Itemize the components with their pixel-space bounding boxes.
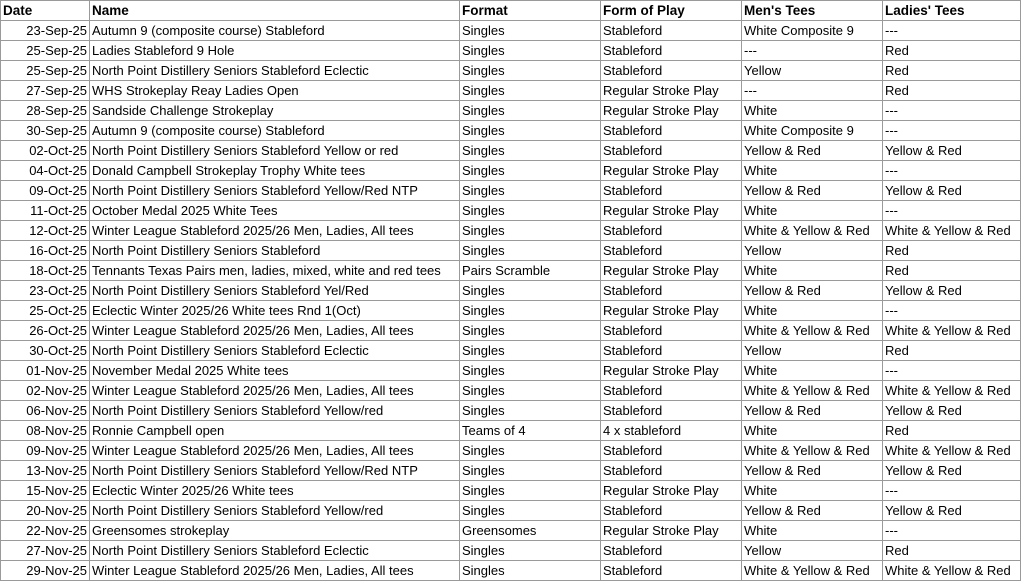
table-row [1,381,1021,401]
table-row [1,221,1021,241]
cell-date[interactable]: 02-Oct-25 [1,141,90,161]
cell-format[interactable]: Singles [460,101,601,121]
cell-ladies-tees[interactable]: White & Yellow & Red [883,561,1021,581]
cell-format[interactable]: Teams of 4 [460,421,601,441]
cell-name[interactable]: Ronnie Campbell open [90,421,460,441]
cell-date[interactable]: 01-Nov-25 [1,361,90,381]
cell-date[interactable]: 09-Oct-25 [1,181,90,201]
cell-mens-tees[interactable]: Yellow & Red [742,501,883,521]
cell-format[interactable]: Singles [460,321,601,341]
cell-mens-tees[interactable]: White & Yellow & Red [742,321,883,341]
cell-date[interactable]: 25-Sep-25 [1,41,90,61]
header-form-of-play[interactable]: Form of Play [601,1,742,21]
cell-date[interactable]: 08-Nov-25 [1,421,90,441]
cell-form-of-play[interactable]: Regular Stroke Play [601,481,742,501]
cell-form-of-play[interactable]: Regular Stroke Play [601,261,742,281]
cell-mens-tees[interactable]: White [742,301,883,321]
cell-name[interactable]: North Point Distillery Seniors Stableford Eclectic [90,541,460,561]
table-row [1,281,1021,301]
table-row [1,201,1021,221]
cell-format[interactable]: Singles [460,481,601,501]
cell-format[interactable]: Singles [460,121,601,141]
cell-date[interactable]: 09-Nov-25 [1,441,90,461]
cell-mens-tees[interactable]: Yellow [742,341,883,361]
cell-mens-tees[interactable]: White [742,361,883,381]
cell-name[interactable]: November Medal 2025 White tees [90,361,460,381]
cell-ladies-tees[interactable]: --- [883,101,1021,121]
header-name[interactable]: Name [90,1,460,21]
cell-form-of-play[interactable]: Regular Stroke Play [601,101,742,121]
table-row [1,461,1021,481]
cell-mens-tees[interactable]: --- [742,41,883,61]
cell-mens-tees[interactable]: Yellow & Red [742,141,883,161]
cell-format[interactable]: Singles [460,181,601,201]
cell-date[interactable]: 15-Nov-25 [1,481,90,501]
cell-date[interactable]: 20-Nov-25 [1,501,90,521]
cell-mens-tees[interactable]: --- [742,81,883,101]
cell-ladies-tees[interactable]: Yellow & Red [883,281,1021,301]
cell-form-of-play[interactable]: Stableford [601,401,742,421]
cell-ladies-tees[interactable]: Yellow & Red [883,141,1021,161]
cell-ladies-tees[interactable]: --- [883,481,1021,501]
cell-name[interactable]: North Point Distillery Seniors Stableford Eclectic [90,341,460,361]
cell-form-of-play[interactable]: Regular Stroke Play [601,81,742,101]
cell-date[interactable]: 27-Nov-25 [1,541,90,561]
table-row [1,541,1021,561]
cell-format[interactable]: Singles [460,441,601,461]
cell-mens-tees[interactable]: White & Yellow & Red [742,441,883,461]
table-row [1,481,1021,501]
cell-name[interactable]: Autumn 9 (composite course) Stableford [90,121,460,141]
cell-date[interactable]: 27-Sep-25 [1,81,90,101]
cell-mens-tees[interactable]: White & Yellow & Red [742,381,883,401]
header-format[interactable]: Format [460,1,601,21]
table-row [1,401,1021,421]
cell-ladies-tees[interactable]: --- [883,521,1021,541]
cell-date[interactable]: 16-Oct-25 [1,241,90,261]
cell-form-of-play[interactable]: Stableford [601,501,742,521]
cell-form-of-play[interactable]: Regular Stroke Play [601,521,742,541]
cell-date[interactable]: 28-Sep-25 [1,101,90,121]
cell-name[interactable]: North Point Distillery Seniors Stableford Yellow or red [90,141,460,161]
cell-date[interactable]: 22-Nov-25 [1,521,90,541]
cell-name[interactable]: Tennants Texas Pairs men, ladies, mixed, white and red tees [90,261,460,281]
cell-date[interactable]: 30-Sep-25 [1,121,90,141]
cell-date[interactable]: 13-Nov-25 [1,461,90,481]
cell-format[interactable]: Singles [460,541,601,561]
cell-format[interactable]: Singles [460,141,601,161]
cell-mens-tees[interactable]: Yellow & Red [742,181,883,201]
cell-name[interactable]: Eclectic Winter 2025/26 White tees [90,481,460,501]
cell-ladies-tees[interactable]: Yellow & Red [883,501,1021,521]
cell-date[interactable]: 23-Sep-25 [1,21,90,41]
table-row [1,241,1021,261]
cell-format[interactable]: Singles [460,281,601,301]
cell-name[interactable]: Donald Campbell Strokeplay Trophy White tees [90,161,460,181]
cell-date[interactable]: 18-Oct-25 [1,261,90,281]
cell-form-of-play[interactable]: Stableford [601,221,742,241]
cell-name[interactable]: North Point Distillery Seniors Stableford Yellow/red [90,401,460,421]
cell-form-of-play[interactable]: Stableford [601,21,742,41]
cell-form-of-play[interactable]: Regular Stroke Play [601,161,742,181]
cell-name[interactable]: Winter League Stableford 2025/26 Men, Ladies, All tees [90,221,460,241]
cell-ladies-tees[interactable]: --- [883,161,1021,181]
cell-ladies-tees[interactable]: Yellow & Red [883,181,1021,201]
cell-name[interactable]: WHS Strokeplay Reay Ladies Open [90,81,460,101]
cell-ladies-tees[interactable]: Red [883,41,1021,61]
cell-ladies-tees[interactable]: Yellow & Red [883,461,1021,481]
cell-name[interactable]: North Point Distillery Seniors Stableford Yel/Red [90,281,460,301]
cell-date[interactable]: 02-Nov-25 [1,381,90,401]
cell-format[interactable]: Pairs Scramble [460,261,601,281]
cell-ladies-tees[interactable]: --- [883,361,1021,381]
cell-mens-tees[interactable]: White [742,161,883,181]
table-body [1,21,1021,581]
cell-mens-tees[interactable]: Yellow [742,241,883,261]
cell-date[interactable]: 04-Oct-25 [1,161,90,181]
cell-mens-tees[interactable]: White & Yellow & Red [742,221,883,241]
table-row [1,501,1021,521]
cell-ladies-tees[interactable]: Red [883,241,1021,261]
table-row [1,61,1021,81]
cell-mens-tees[interactable]: Yellow [742,61,883,81]
cell-format[interactable]: Singles [460,381,601,401]
cell-name[interactable]: Winter League Stableford 2025/26 Men, Ladies, All tees [90,561,460,581]
cell-name[interactable]: Winter League Stableford 2025/26 Men, Ladies, All tees [90,441,460,461]
cell-form-of-play[interactable]: Stableford [601,281,742,301]
cell-name[interactable]: North Point Distillery Seniors Stableford Yellow/Red NTP [90,181,460,201]
cell-format[interactable]: Singles [460,41,601,61]
table-row [1,561,1021,581]
cell-form-of-play[interactable]: Stableford [601,541,742,561]
table-row [1,521,1021,541]
cell-format[interactable]: Singles [460,561,601,581]
cell-ladies-tees[interactable]: Red [883,421,1021,441]
cell-form-of-play[interactable]: Stableford [601,41,742,61]
table-row [1,301,1021,321]
cell-form-of-play[interactable]: Regular Stroke Play [601,361,742,381]
cell-form-of-play[interactable]: Stableford [601,121,742,141]
cell-ladies-tees[interactable]: White & Yellow & Red [883,441,1021,461]
cell-ladies-tees[interactable]: Red [883,341,1021,361]
cell-ladies-tees[interactable]: --- [883,301,1021,321]
table-row [1,421,1021,441]
cell-mens-tees[interactable]: Yellow & Red [742,461,883,481]
cell-mens-tees[interactable]: Yellow & Red [742,401,883,421]
cell-mens-tees[interactable]: White [742,201,883,221]
cell-form-of-play[interactable]: Stableford [601,381,742,401]
cell-date[interactable]: 06-Nov-25 [1,401,90,421]
cell-form-of-play[interactable]: Stableford [601,61,742,81]
cell-form-of-play[interactable]: Regular Stroke Play [601,301,742,321]
cell-date[interactable]: 25-Oct-25 [1,301,90,321]
cell-ladies-tees[interactable]: White & Yellow & Red [883,381,1021,401]
cell-form-of-play[interactable]: Stableford [601,321,742,341]
table-header [1,1,1021,21]
cell-date[interactable]: 30-Oct-25 [1,341,90,361]
cell-name[interactable]: North Point Distillery Seniors Stableford Yellow/red [90,501,460,521]
table-row [1,81,1021,101]
cell-ladies-tees[interactable]: White & Yellow & Red [883,221,1021,241]
cell-mens-tees[interactable]: White [742,521,883,541]
cell-format[interactable]: Singles [460,341,601,361]
cell-mens-tees[interactable]: White [742,421,883,441]
cell-mens-tees[interactable]: White [742,481,883,501]
table-row [1,101,1021,121]
cell-mens-tees[interactable]: White [742,261,883,281]
cell-name[interactable]: October Medal 2025 White Tees [90,201,460,221]
cell-ladies-tees[interactable]: Red [883,61,1021,81]
table-row [1,361,1021,381]
cell-ladies-tees[interactable]: Red [883,81,1021,101]
cell-name[interactable]: Winter League Stableford 2025/26 Men, Ladies, All tees [90,381,460,401]
cell-form-of-play[interactable]: Stableford [601,181,742,201]
cell-format[interactable]: Singles [460,361,601,381]
cell-date[interactable]: 23-Oct-25 [1,281,90,301]
table-row [1,121,1021,141]
table-row [1,161,1021,181]
cell-format[interactable]: Greensomes [460,521,601,541]
table-row [1,341,1021,361]
cell-ladies-tees[interactable]: --- [883,121,1021,141]
cell-name[interactable]: Autumn 9 (composite course) Stableford [90,21,460,41]
cell-format[interactable]: Singles [460,301,601,321]
cell-format[interactable]: Singles [460,201,601,221]
cell-name[interactable]: Greensomes strokeplay [90,521,460,541]
cell-ladies-tees[interactable]: --- [883,201,1021,221]
table-row [1,141,1021,161]
cell-date[interactable]: 11-Oct-25 [1,201,90,221]
cell-form-of-play[interactable]: 4 x stableford [601,421,742,441]
header-row [1,1,1021,21]
cell-format[interactable]: Singles [460,81,601,101]
cell-date[interactable]: 25-Sep-25 [1,61,90,81]
cell-date[interactable]: 26-Oct-25 [1,321,90,341]
cell-format[interactable]: Singles [460,401,601,421]
table-row [1,321,1021,341]
cell-name[interactable]: Eclectic Winter 2025/26 White tees Rnd 1(Oct) [90,301,460,321]
cell-form-of-play[interactable]: Stableford [601,441,742,461]
cell-date[interactable]: 29-Nov-25 [1,561,90,581]
cell-format[interactable]: Singles [460,221,601,241]
cell-date[interactable]: 12-Oct-25 [1,221,90,241]
table-row [1,261,1021,281]
cell-mens-tees[interactable]: White Composite 9 [742,21,883,41]
cell-ladies-tees[interactable]: --- [883,21,1021,41]
cell-ladies-tees[interactable]: Yellow & Red [883,401,1021,421]
cell-ladies-tees[interactable]: Red [883,261,1021,281]
cell-format[interactable]: Singles [460,21,601,41]
cell-name[interactable]: Ladies Stableford 9 Hole [90,41,460,61]
cell-ladies-tees[interactable]: Red [883,541,1021,561]
cell-format[interactable]: Singles [460,461,601,481]
cell-name[interactable]: North Point Distillery Seniors Stableford Eclectic [90,61,460,81]
cell-format[interactable]: Singles [460,61,601,81]
cell-name[interactable]: North Point Distillery Seniors Stableford [90,241,460,261]
cell-name[interactable]: Sandside Challenge Strokeplay [90,101,460,121]
cell-format[interactable]: Singles [460,161,601,181]
cell-format[interactable]: Singles [460,241,601,261]
header-date[interactable]: Date [1,1,90,21]
cell-mens-tees[interactable]: White [742,101,883,121]
cell-name[interactable]: Winter League Stableford 2025/26 Men, Ladies, All tees [90,321,460,341]
header-ladies-tees[interactable]: Ladies' Tees [883,1,1021,21]
cell-form-of-play[interactable]: Stableford [601,461,742,481]
cell-form-of-play[interactable]: Stableford [601,141,742,161]
cell-name[interactable]: North Point Distillery Seniors Stableford Yellow/Red NTP [90,461,460,481]
cell-format[interactable]: Singles [460,501,601,521]
table-row [1,21,1021,41]
cell-form-of-play[interactable]: Stableford [601,241,742,261]
table-row [1,41,1021,61]
table-row [1,181,1021,201]
cell-ladies-tees[interactable]: White & Yellow & Red [883,321,1021,341]
cell-form-of-play[interactable]: Stableford [601,341,742,361]
cell-mens-tees[interactable]: Yellow & Red [742,281,883,301]
header-mens-tees[interactable]: Men's Tees [742,1,883,21]
table-row [1,441,1021,461]
cell-mens-tees[interactable]: White & Yellow & Red [742,561,883,581]
cell-form-of-play[interactable]: Stableford [601,561,742,581]
cell-mens-tees[interactable]: White Composite 9 [742,121,883,141]
cell-form-of-play[interactable]: Regular Stroke Play [601,201,742,221]
cell-mens-tees[interactable]: Yellow [742,541,883,561]
